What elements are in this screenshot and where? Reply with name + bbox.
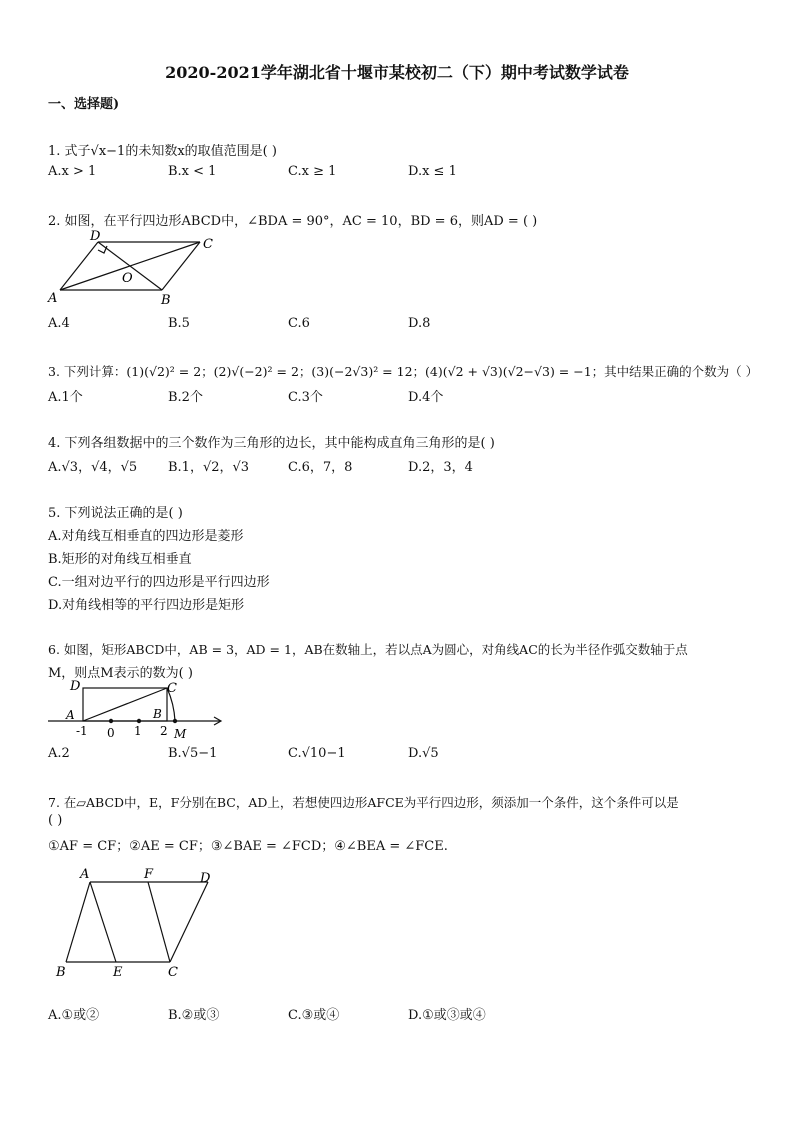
label-b: B <box>56 965 66 980</box>
label-c: C <box>167 681 177 696</box>
tick-1: 1 <box>134 724 142 738</box>
label-a: A <box>48 291 58 306</box>
parallelogram-afce-figure <box>50 862 230 982</box>
question-5-option-a[interactable]: A.对角线互相垂直的四边形是菱形 <box>48 529 244 544</box>
label-c: C <box>203 237 213 252</box>
question-7-stem-line1: 7. 在▱ABCD中，E，F分别在BC，AD上，若想使四边形AFCE为平行四边形，须添加一个条件，这个条件可以是 <box>48 795 679 810</box>
question-1-stem: 1. 式子√x−1的未知数x的取值范围是( ) <box>48 144 277 159</box>
question-5-option-c[interactable]: C.一组对边平行的四边形是平行四边形 <box>48 575 270 590</box>
question-2-option-d[interactable]: D.8 <box>408 316 431 331</box>
label-d: D <box>90 229 101 244</box>
label-a: A <box>66 708 75 722</box>
label-b: B <box>161 293 171 308</box>
question-7-option-a[interactable]: A.①或② <box>48 1008 100 1023</box>
label-o: O <box>122 271 133 286</box>
section-heading: 一、选择题) <box>48 97 120 112</box>
question-4-option-d[interactable]: D.2，3，4 <box>408 460 473 475</box>
label-c: C <box>168 965 178 980</box>
label-b: B <box>153 707 162 721</box>
question-4-option-b[interactable]: B.1，√2，√3 <box>168 460 250 475</box>
question-3-option-b[interactable]: B.2个 <box>168 390 203 405</box>
question-4-option-c[interactable]: C.6，7，8 <box>288 460 353 475</box>
question-2-option-a[interactable]: A.4 <box>48 316 70 331</box>
question-5-option-b[interactable]: B.矩形的对角线互相垂直 <box>48 552 192 567</box>
tick-2: 2 <box>160 724 168 738</box>
question-6-option-a[interactable]: A.2 <box>48 746 70 761</box>
question-1-option-c[interactable]: C.x ≥ 1 <box>288 164 337 179</box>
question-1-option-a[interactable]: A.x > 1 <box>48 164 97 179</box>
tick-minus-1: -1 <box>76 724 88 738</box>
question-1-option-b[interactable]: B.x < 1 <box>168 164 217 179</box>
question-7-option-d[interactable]: D.①或③或④ <box>408 1008 486 1023</box>
question-7-stem-line2: ( ) <box>48 813 63 828</box>
parallelogram-figure <box>40 226 230 310</box>
label-a: A <box>80 867 90 882</box>
question-3-option-c[interactable]: C.3个 <box>288 390 323 405</box>
label-m: M <box>174 727 187 741</box>
question-7-conditions: ①AF = CF；②AE = CF；③∠BAE = ∠FCD；④∠BEA = ∠FCE. <box>48 839 448 854</box>
question-4-option-a[interactable]: A.√3，√4，√5 <box>48 460 138 475</box>
question-3-option-a[interactable]: A.1个 <box>48 390 83 405</box>
question-4-stem: 4. 下列各组数据中的三个数作为三角形的边长，其中能构成直角三角形的是( ) <box>48 436 495 451</box>
question-6-option-b[interactable]: B.√5−1 <box>168 746 218 761</box>
question-3-option-d[interactable]: D.4个 <box>408 390 444 405</box>
question-5-option-d[interactable]: D.对角线相等的平行四边形是矩形 <box>48 598 245 613</box>
question-6-option-c[interactable]: C.√10−1 <box>288 746 346 761</box>
question-6-stem-line2: M，则点M表示的数为( ) <box>48 666 193 681</box>
question-7-option-b[interactable]: B.②或③ <box>168 1008 220 1023</box>
question-2-option-b[interactable]: B.5 <box>168 316 190 331</box>
label-e: E <box>113 965 123 980</box>
label-d: D <box>200 871 211 886</box>
question-2-stem: 2. 如图，在平行四边形ABCD中，∠BDA = 90°，AC = 10，BD = 6，则AD = ( ) <box>48 214 538 229</box>
number-line-figure <box>44 678 234 742</box>
page-title: 2020-2021学年湖北省十堰市某校初二（下）期中考试数学试卷 <box>165 63 629 82</box>
question-7-option-c[interactable]: C.③或④ <box>288 1008 340 1023</box>
question-1-option-d[interactable]: D.x ≤ 1 <box>408 164 457 179</box>
tick-0: 0 <box>107 726 115 740</box>
question-6-stem-line1: 6. 如图，矩形ABCD中，AB = 3，AD = 1，AB在数轴上，若以点A为圆心，对角线AC的长为半径作弧交数轴于点 <box>48 642 688 657</box>
question-5-stem: 5. 下列说法正确的是( ) <box>48 506 183 521</box>
label-f: F <box>144 867 154 882</box>
question-2-option-c[interactable]: C.6 <box>288 316 310 331</box>
question-3-stem: 3. 下列计算：(1)(√2)² = 2；(2)√(−2)² = 2；(3)(−2√3)² = 12；(4)(√2 + √3)(√2−√3) = −1；其中结果正确的个数为（ ） <box>48 364 759 379</box>
question-6-option-d[interactable]: D.√5 <box>408 746 439 761</box>
label-d: D <box>70 679 81 694</box>
